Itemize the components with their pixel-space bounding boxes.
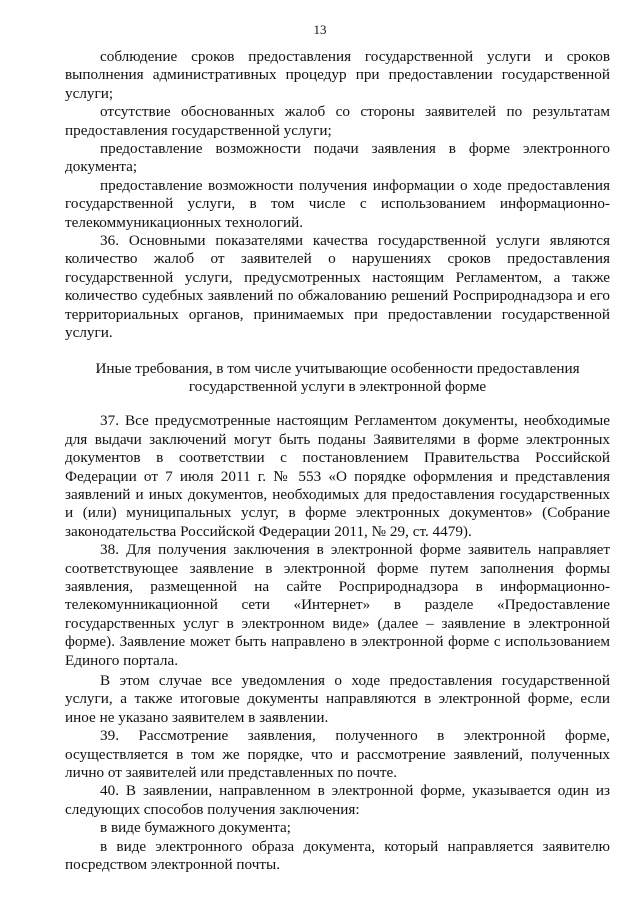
paragraph-36: 36. Основными показателями качества государственной услуги являются количество жалоб от заявителей о нарушениях сроков предоставления государственной услуги, предусмотренных настоящим Регламентом, а также количество судебных заявлений по обжалованию решений Росприроднадзора и его территориальных органов, принимаемых при предоставлении государственной услуги.	[65, 232, 610, 342]
section-heading-line-2: государственной услуги в электронной форме	[188, 377, 487, 395]
document-body	[65, 48, 610, 874]
list-item-paper-document: в виде бумажного документа;	[100, 819, 291, 837]
paragraph-38: 38. Для получения заключения в электронной форме заявитель направляет соответствующее заявление в электронной форме путем заполнения формы заявления, размещенной на сайте Росприроднадзора в информационно-телекомунникационной сети «Интернет» в разделе «Предоставление государственных услуг в электронном виде» (далее – заявление в электронной форме). Заявление может быть направлено в электронной форме с использованием Единого портала.	[65, 541, 610, 669]
paragraph-progress-information: предоставление возможности получения информации о ходе предоставления государственной услуги, в том числе с использованием информационно-телекоммуникационных технологий.	[65, 176, 610, 231]
paragraph-notifications: В этом случае все уведомления о ходе предоставления государственной услуги, а также итоговые документы направляются в электронной форме, если иное не указано заявителем в заявлении.	[65, 672, 610, 726]
section-heading-line-1: Иные требования, в том числе учитывающие особенности предоставления	[95, 359, 580, 377]
paragraph-37: 37. Все предусмотренные настоящим Регламентом документы, необходимые для выдачи заключений могут быть поданы Заявителями в форме электронных документов в соответствии с постановлением Правительства Российской Федерации от 7 июля 2011 г. № 553 «О порядке оформления и представления заявлений и иных документов, необходимых для предоставления государственных и (или) муниципальных услуг, в форме электронных документов» (Собрание законодательства Российской Федерации 2011, № 29, ст. 4479).	[65, 412, 610, 540]
paragraph-electronic-submission: предоставление возможности подачи заявления в форме электронного документа;	[65, 140, 610, 176]
paragraph-39: 39. Рассмотрение заявления, полученного в электронной форме, осуществляется в том же порядке, что и рассмотрение заявлений, полученных лично от заявителей или представленных по почте.	[65, 727, 610, 782]
paragraph-timeliness: соблюдение сроков предоставления государственной услуги и сроков выполнения административных процедур при предоставлении государственной услуги;	[65, 48, 610, 102]
section-heading	[65, 360, 610, 397]
list-item-electronic-image: в виде электронного образа документа, который направляется заявителю посредством электронной почты.	[65, 837, 610, 874]
paragraph-40: 40. В заявлении, направленном в электронной форме, указывается один из следующих способов получения заключения:	[65, 782, 610, 818]
paragraph-no-complaints: отсутствие обоснованных жалоб со стороны заявителей по результатам предоставления государственной услуги;	[65, 103, 610, 139]
page-number: 13	[313, 22, 327, 37]
